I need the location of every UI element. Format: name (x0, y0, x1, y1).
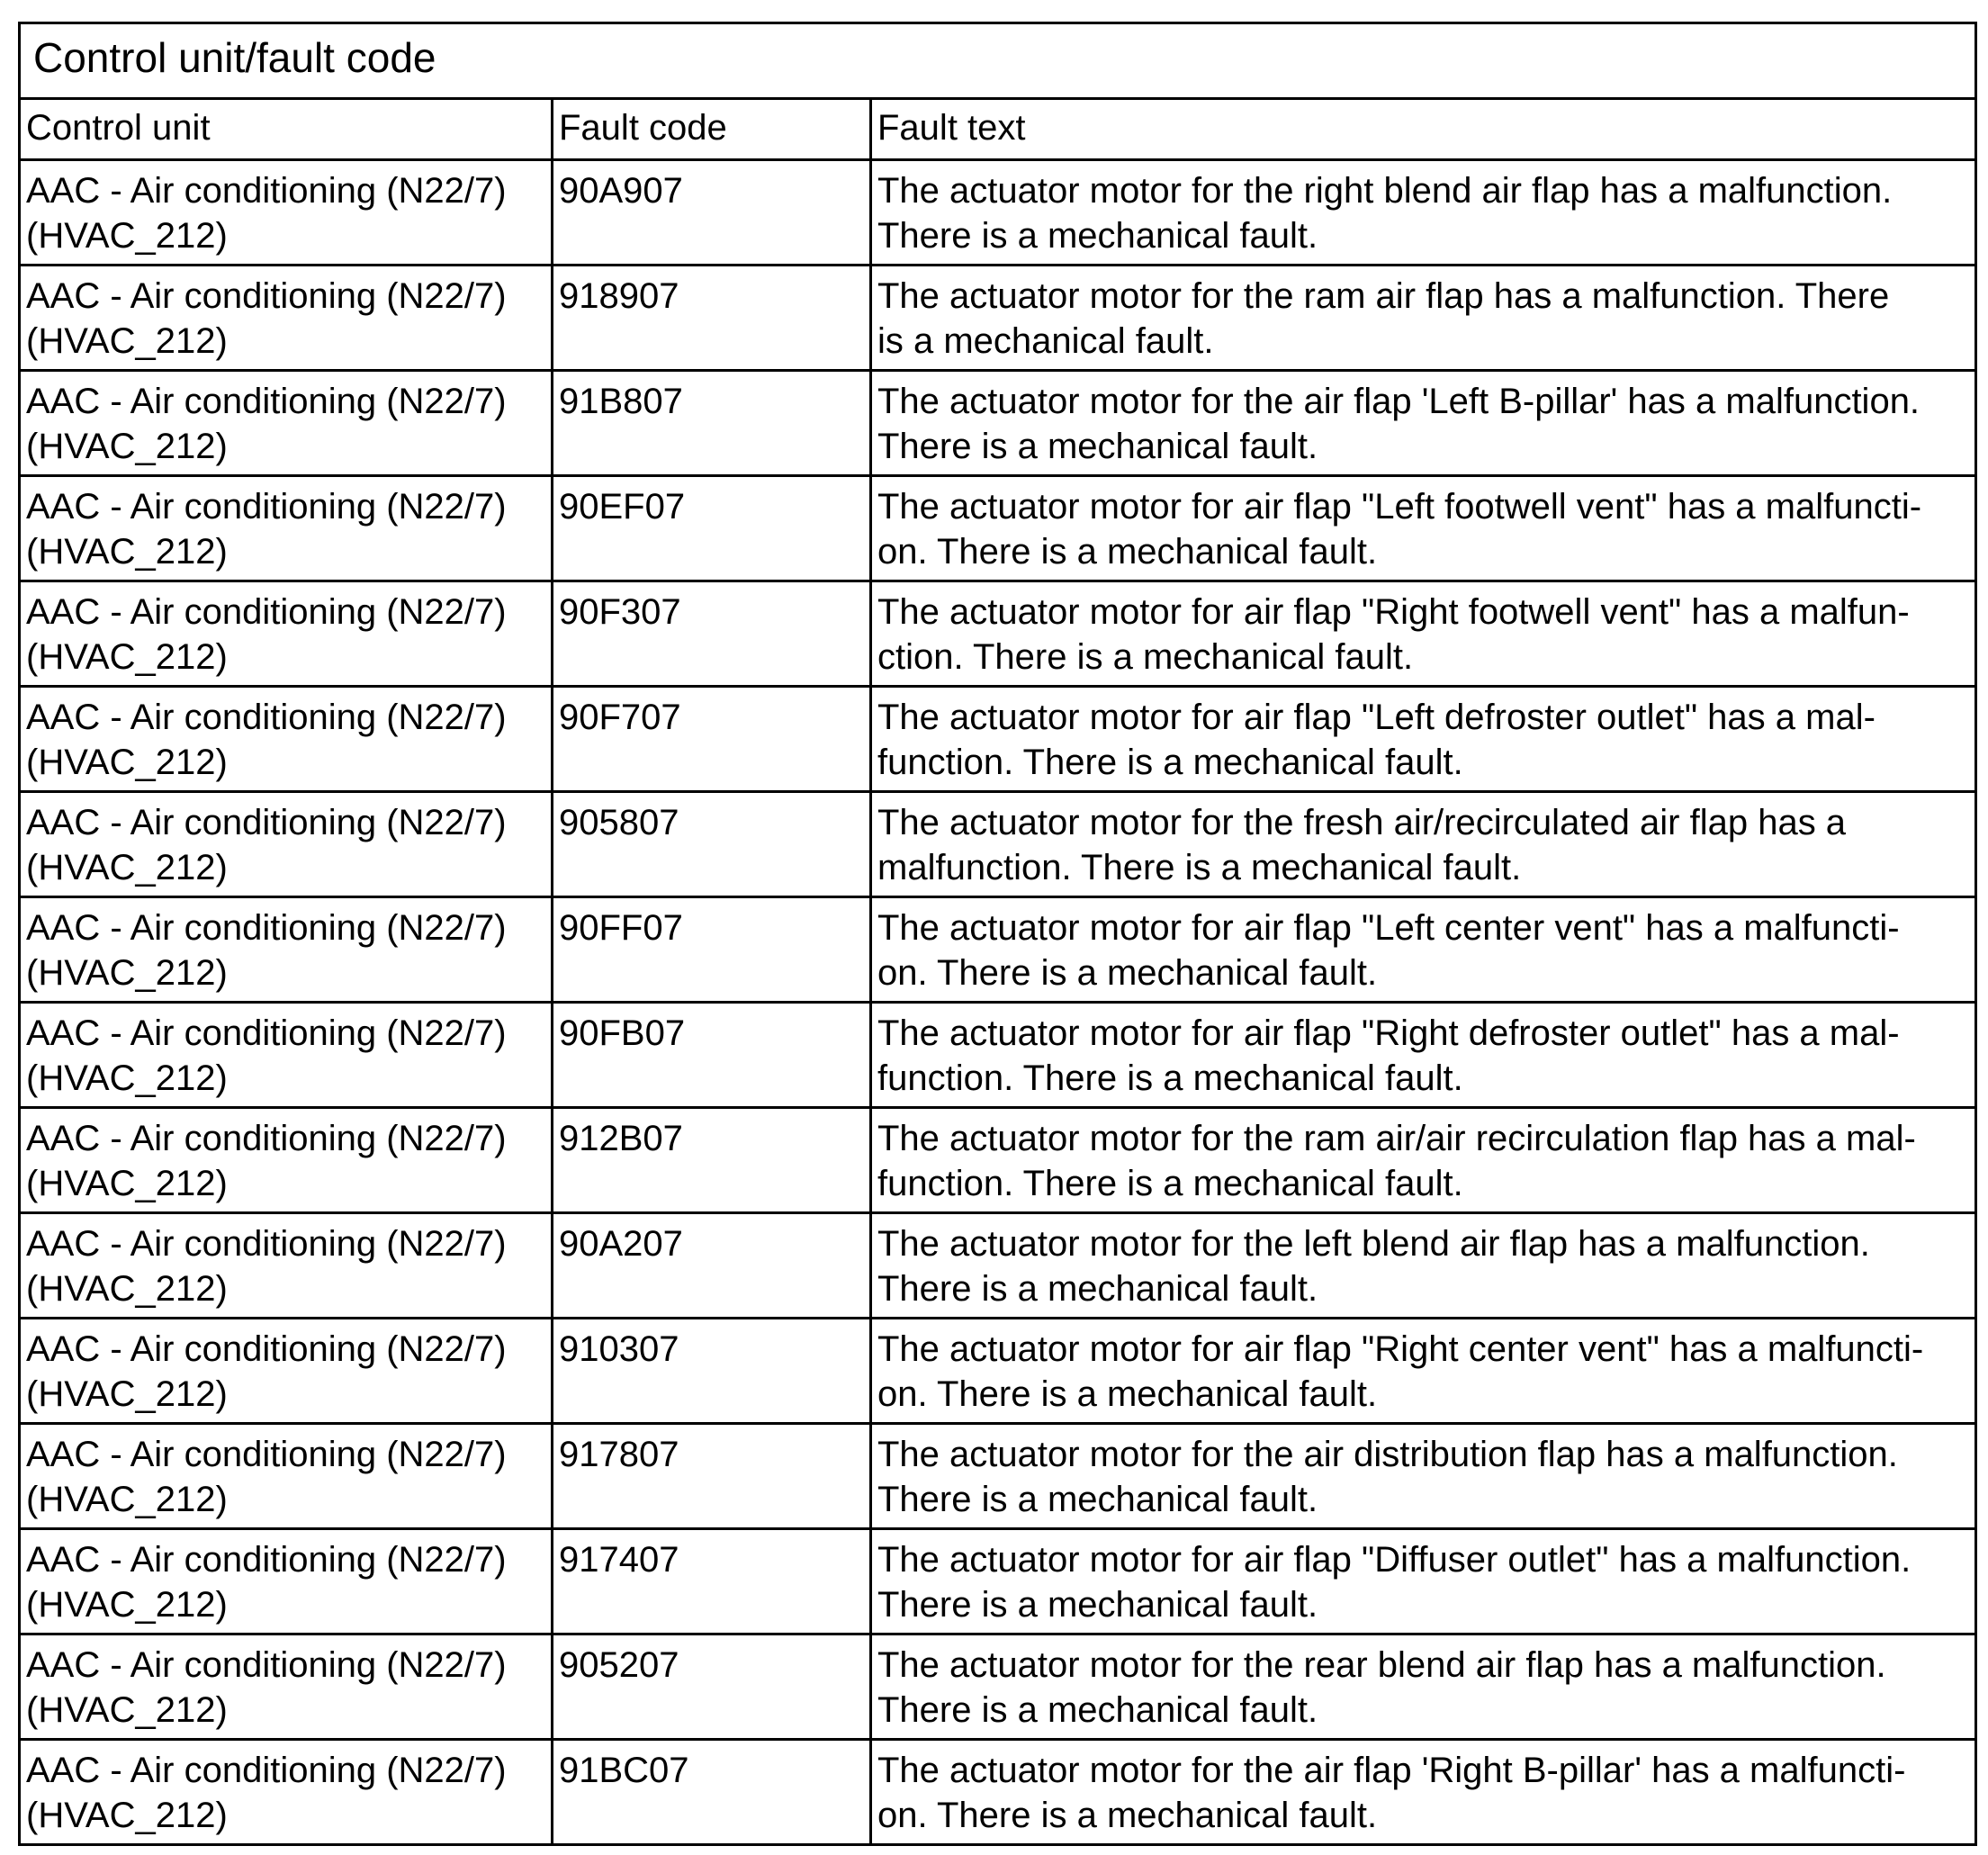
control-unit-id: (HVAC_212) (26, 427, 228, 466)
control-unit-cell (20, 1319, 553, 1424)
control-unit-id: (HVAC_212) (26, 1796, 228, 1835)
control-unit-cell (20, 1003, 553, 1108)
control-unit-id: (HVAC_212) (26, 1690, 228, 1730)
control-unit-name: AAC - Air conditioning (N22/7) (26, 592, 507, 632)
control-unit-id: (HVAC_212) (26, 532, 228, 572)
control-unit-cell (20, 1529, 553, 1634)
control-unit-name: AAC - Air conditioning (N22/7) (26, 1013, 507, 1053)
control-unit-cell (20, 1213, 553, 1319)
table-row (20, 1634, 1976, 1740)
fault-code-cell: 90FB07 (553, 1003, 871, 1108)
control-unit-id: (HVAC_212) (26, 1374, 228, 1414)
table-row (20, 687, 1976, 792)
table-header-row (20, 99, 1976, 160)
control-unit-id: (HVAC_212) (26, 321, 228, 361)
control-unit-cell (20, 581, 553, 687)
fault-text-cell: The actuator motor for air flap "Right center vent" has a malfuncti- on. There is a mechanical fault. (871, 1319, 1976, 1424)
fault-code-cell: 910307 (553, 1319, 871, 1424)
control-unit-name: AAC - Air conditioning (N22/7) (26, 1540, 507, 1580)
table-row (20, 581, 1976, 687)
fault-code-cell: 91B807 (553, 371, 871, 476)
fault-text-cell: The actuator motor for the air distribution flap has a malfunction. There is a mechanical fault. (871, 1424, 1976, 1529)
fault-text-cell: The actuator motor for the right blend air flap has a malfunction. There is a mechanical fault. (871, 160, 1976, 266)
control-unit-name: AAC - Air conditioning (N22/7) (26, 1119, 507, 1158)
control-unit-cell (20, 687, 553, 792)
control-unit-id: (HVAC_212) (26, 1164, 228, 1203)
fault-text-cell: The actuator motor for air flap "Right footwell vent" has a malfun- ction. There is a mechanical fault. (871, 581, 1976, 687)
control-unit-name: AAC - Air conditioning (N22/7) (26, 1435, 507, 1474)
control-unit-name: AAC - Air conditioning (N22/7) (26, 1224, 507, 1264)
fault-code-cell: 912B07 (553, 1108, 871, 1213)
fault-code-cell: 90A907 (553, 160, 871, 266)
control-unit-id: (HVAC_212) (26, 1058, 228, 1098)
control-unit-id: (HVAC_212) (26, 216, 228, 256)
control-unit-cell (20, 792, 553, 897)
fault-code-table (18, 22, 1977, 1846)
fault-text-cell: The actuator motor for air flap "Right defroster outlet" has a mal- function. There is a mechanical fault. (871, 1003, 1976, 1108)
control-unit-cell (20, 371, 553, 476)
control-unit-name: AAC - Air conditioning (N22/7) (26, 908, 507, 948)
fault-code-cell: 90F707 (553, 687, 871, 792)
table-row (20, 1424, 1976, 1529)
control-unit-cell (20, 476, 553, 581)
fault-code-cell: 90EF07 (553, 476, 871, 581)
control-unit-name: AAC - Air conditioning (N22/7) (26, 1329, 507, 1369)
control-unit-name: AAC - Air conditioning (N22/7) (26, 698, 507, 737)
table-row (20, 1213, 1976, 1319)
header-control-unit: Control unit (20, 99, 553, 160)
control-unit-name: AAC - Air conditioning (N22/7) (26, 382, 507, 421)
control-unit-name: AAC - Air conditioning (N22/7) (26, 1645, 507, 1685)
table-row (20, 1319, 1976, 1424)
fault-text-cell: The actuator motor for the rear blend air flap has a malfunction. There is a mechanical fault. (871, 1634, 1976, 1740)
fault-code-cell: 91BC07 (553, 1740, 871, 1845)
fault-text-cell: The actuator motor for air flap "Left center vent" has a malfuncti- on. There is a mechanical fault. (871, 897, 1976, 1003)
table-row (20, 160, 1976, 266)
fault-text-cell: The actuator motor for air flap "Left defroster outlet" has a mal- function. There is a mechanical fault. (871, 687, 1976, 792)
fault-text-cell: The actuator motor for the left blend air flap has a malfunction. There is a mechanical fault. (871, 1213, 1976, 1319)
fault-text-cell: The actuator motor for the ram air/air recirculation flap has a mal- function. There is a mechanical fault. (871, 1108, 1976, 1213)
fault-code-cell: 90F307 (553, 581, 871, 687)
control-unit-cell (20, 1634, 553, 1740)
control-unit-id: (HVAC_212) (26, 1269, 228, 1309)
fault-code-cell: 90A207 (553, 1213, 871, 1319)
fault-code-cell: 905207 (553, 1634, 871, 1740)
fault-text-cell: The actuator motor for the air flap 'Right B-pillar' has a malfuncti- on. There is a mechanical fault. (871, 1740, 1976, 1845)
header-fault-code: Fault code (553, 99, 871, 160)
fault-text-cell: The actuator motor for air flap "Diffuser outlet" has a malfunction. There is a mechanical fault. (871, 1529, 1976, 1634)
fault-code-cell: 90FF07 (553, 897, 871, 1003)
fault-code-cell: 918907 (553, 266, 871, 371)
table-row (20, 792, 1976, 897)
fault-text-cell: The actuator motor for the ram air flap has a malfunction. There is a mechanical fault. (871, 266, 1976, 371)
control-unit-name: AAC - Air conditioning (N22/7) (26, 1751, 507, 1790)
control-unit-id: (HVAC_212) (26, 1480, 228, 1519)
control-unit-cell (20, 897, 553, 1003)
control-unit-cell (20, 1740, 553, 1845)
control-unit-name: AAC - Air conditioning (N22/7) (26, 487, 507, 527)
fault-code-cell: 917407 (553, 1529, 871, 1634)
header-fault-text: Fault text (871, 99, 1976, 160)
table-row (20, 476, 1976, 581)
table-title-row (20, 23, 1976, 99)
table-row (20, 1108, 1976, 1213)
control-unit-id: (HVAC_212) (26, 743, 228, 782)
fault-code-cell: 917807 (553, 1424, 871, 1529)
fault-code-cell: 905807 (553, 792, 871, 897)
control-unit-name: AAC - Air conditioning (N22/7) (26, 276, 507, 316)
control-unit-cell (20, 160, 553, 266)
table-row (20, 371, 1976, 476)
fault-text-cell: The actuator motor for the fresh air/recirculated air flap has a malfunction. There is a mechanical fault. (871, 792, 1976, 897)
control-unit-cell (20, 1108, 553, 1213)
control-unit-id: (HVAC_212) (26, 953, 228, 993)
table-row (20, 897, 1976, 1003)
table-row (20, 1740, 1976, 1845)
control-unit-name: AAC - Air conditioning (N22/7) (26, 171, 507, 211)
control-unit-name: AAC - Air conditioning (N22/7) (26, 803, 507, 842)
control-unit-cell (20, 1424, 553, 1529)
table-row (20, 1003, 1976, 1108)
control-unit-cell (20, 266, 553, 371)
table-title: Control unit/fault code (20, 23, 1976, 99)
table-row (20, 1529, 1976, 1634)
fault-text-cell: The actuator motor for air flap "Left footwell vent" has a malfuncti- on. There is a mechanical fault. (871, 476, 1976, 581)
control-unit-id: (HVAC_212) (26, 637, 228, 677)
control-unit-id: (HVAC_212) (26, 1585, 228, 1625)
table-row (20, 266, 1976, 371)
control-unit-id: (HVAC_212) (26, 848, 228, 887)
fault-code-document (18, 22, 1975, 1846)
fault-text-cell: The actuator motor for the air flap 'Left B-pillar' has a malfunction. There is a mechanical fault. (871, 371, 1976, 476)
